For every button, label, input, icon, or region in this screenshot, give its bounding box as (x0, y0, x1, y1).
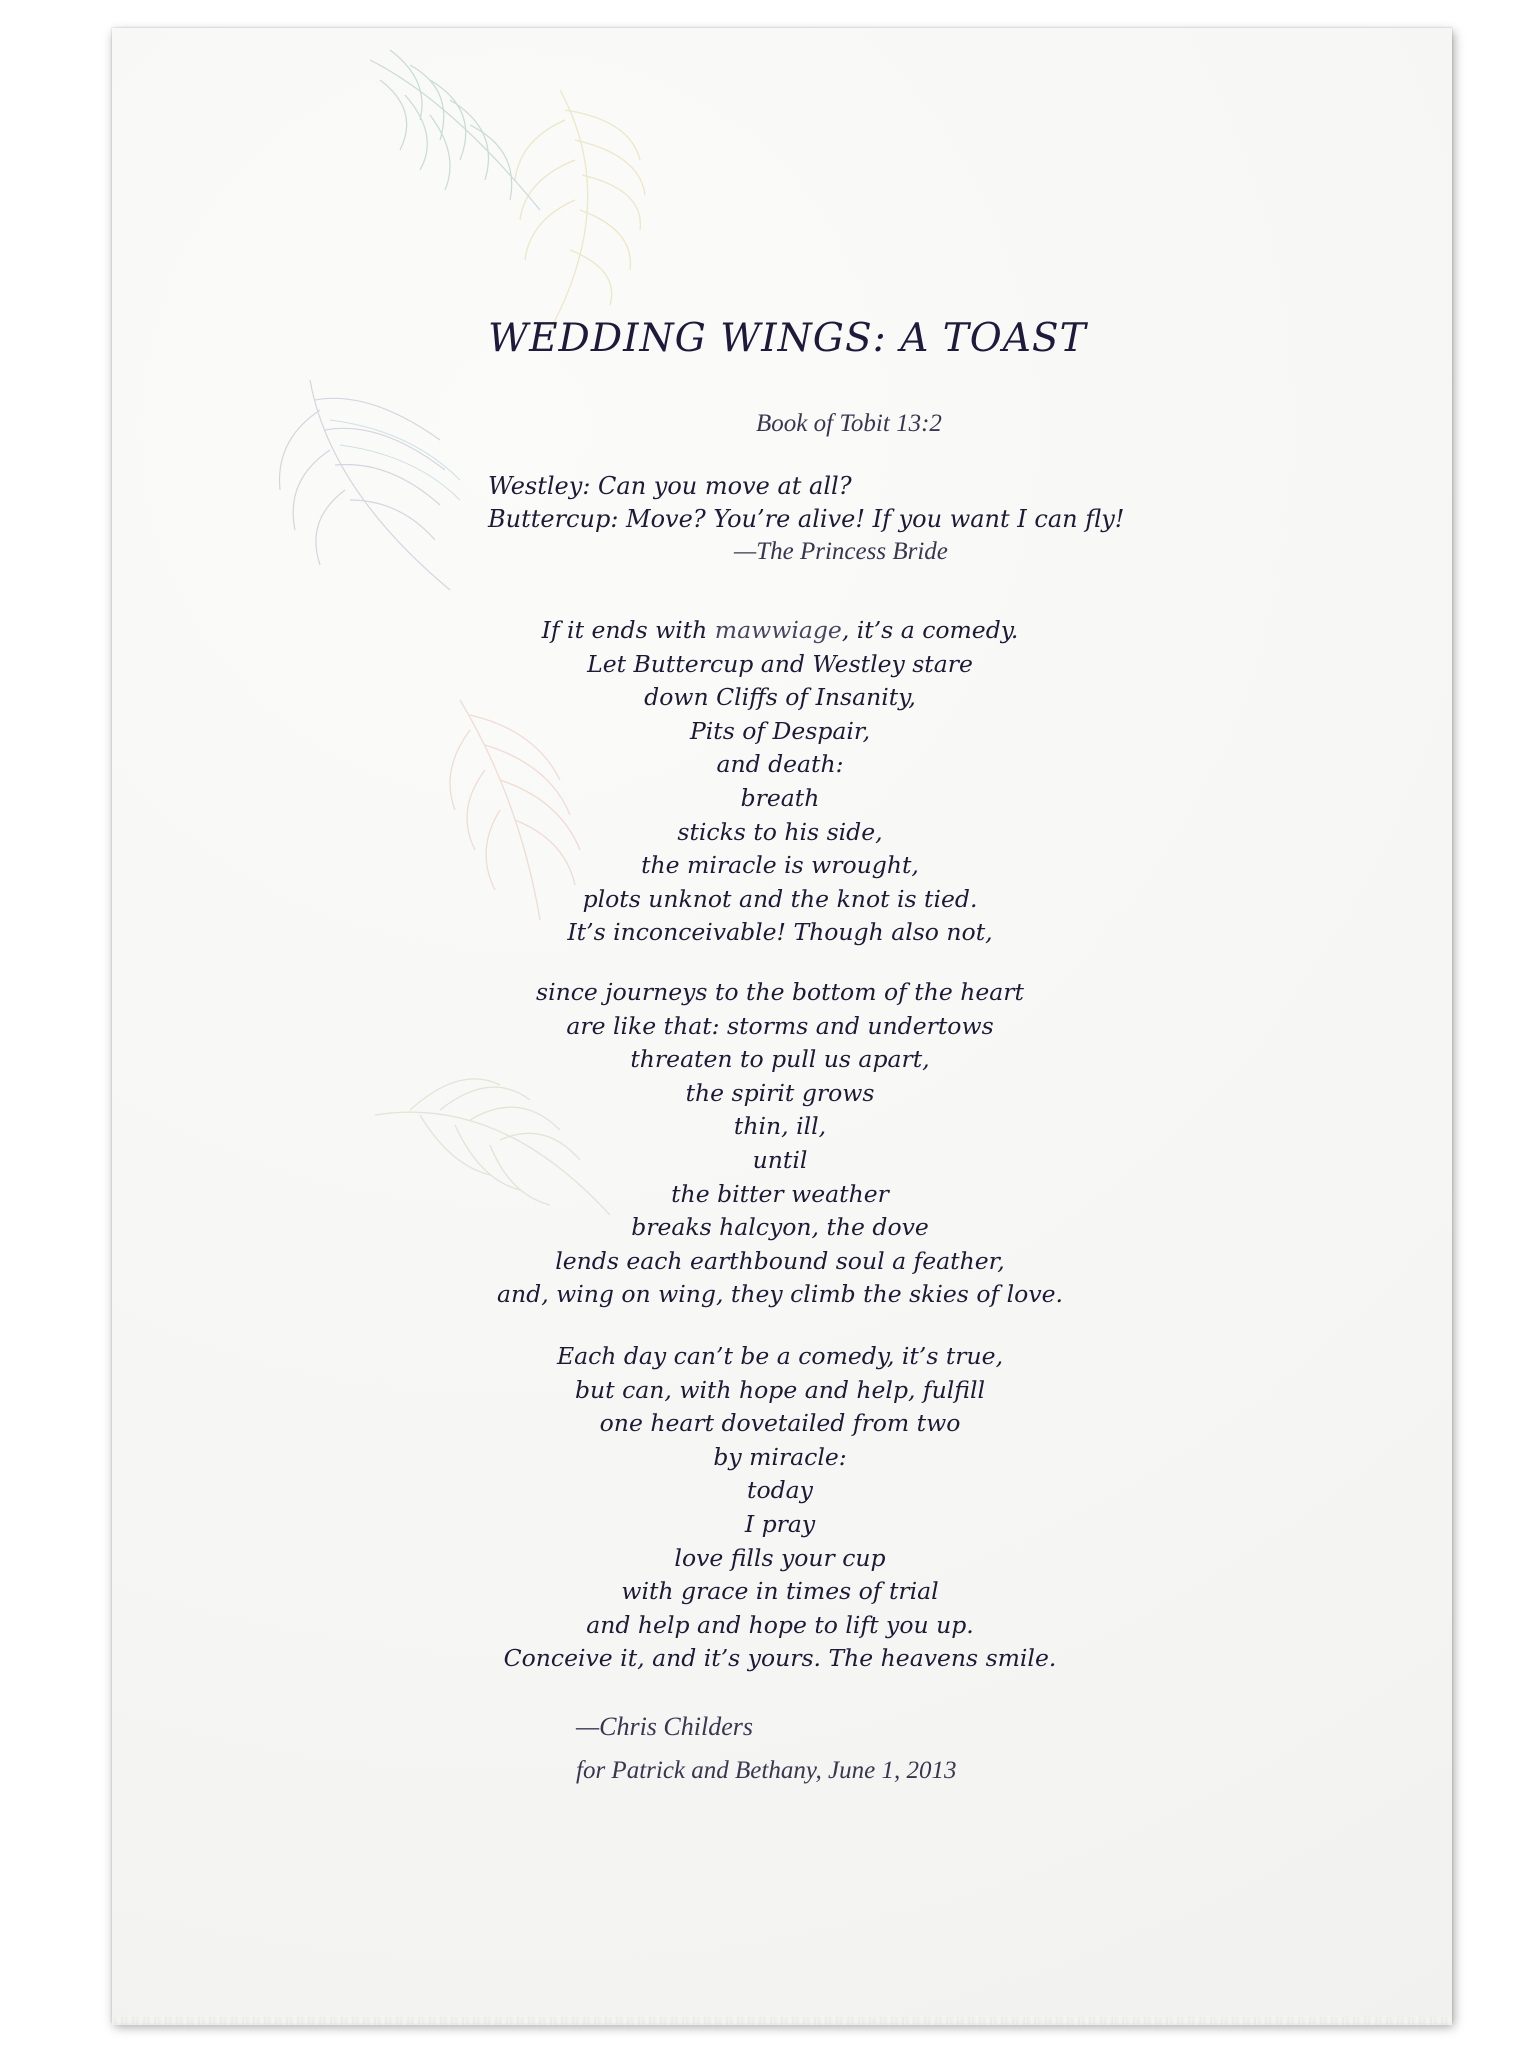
feather-icon (510, 80, 660, 340)
poem-line (400, 614, 1160, 648)
poem-line: I pray (744, 1509, 816, 1538)
poem-line-part: If it ends with (541, 616, 715, 644)
emphasized-word: mawwiage (714, 616, 842, 644)
poem-line: and, wing on wing, they climb the skies of love. (497, 1280, 1063, 1309)
poem-line: until (752, 1145, 808, 1174)
poem-line: down Cliffs of Insanity, (644, 683, 916, 712)
poem-line: sticks to his side, (677, 817, 883, 846)
quote-source: —The Princess Bride (734, 538, 948, 565)
poem-line: Conceive it, and it’s yours. The heavens smile. (503, 1644, 1057, 1673)
poem-line: Let Buttercup and Westley stare (587, 649, 973, 678)
quote-line: Westley: Can you move at all? (488, 472, 852, 500)
poem-line: Pits of Despair, (689, 716, 871, 745)
deckled-edge (112, 2017, 1452, 2025)
dedication: for Patrick and Bethany, June 1, 2013 (576, 1757, 957, 1784)
poem-line: by miracle: (713, 1442, 847, 1471)
poem-line: since journeys to the bottom of the heart (536, 978, 1024, 1006)
poem-line: lends each earthbound soul a feather, (555, 1246, 1005, 1275)
poem-line: thin, ill, (733, 1112, 827, 1141)
poem-line: threaten to pull us apart, (630, 1045, 930, 1074)
poem-line: breaks halcyon, the dove (631, 1213, 929, 1242)
feather-icon (270, 370, 470, 600)
poem-line: plots unknot and the knot is tied. (582, 884, 978, 913)
poem-line: It’s inconceivable! Though also not, (567, 918, 993, 947)
poem-line: the bitter weather (671, 1179, 889, 1208)
poem-line: and help and hope to lift you up. (586, 1610, 974, 1639)
poem-line: breath (740, 783, 820, 812)
poem-line-part: , it’s a comedy. (841, 616, 1019, 644)
epigraph-citation: Book of Tobit 13:2 (756, 410, 942, 437)
poem-line: one heart dovetailed from two (599, 1409, 961, 1438)
poem-line: love fills your cup (674, 1543, 886, 1572)
poem-line: and death: (716, 750, 844, 779)
poem-line: but can, with hope and help, fulfill (575, 1375, 985, 1404)
stanza-1 (400, 614, 1160, 950)
author-signature: —Chris Childers (576, 1712, 753, 1741)
stanza-3 (400, 1340, 1160, 1676)
stanza-2 (400, 976, 1160, 1312)
poem-line: the miracle is wrought, (641, 851, 919, 880)
quote-line: Buttercup: Move? You’re alive! If you want I can fly! (488, 505, 1125, 533)
poem-line: with grace in times of trial (621, 1577, 939, 1606)
poem-line: today (747, 1476, 813, 1505)
poem-line: Each day can’t be a comedy, it’s true, (556, 1342, 1004, 1370)
poem-title: WEDDING WINGS: A TOAST (488, 316, 1087, 361)
poem-line: the spirit grows (685, 1078, 875, 1107)
poem-line: are like that: storms and undertows (566, 1011, 994, 1040)
